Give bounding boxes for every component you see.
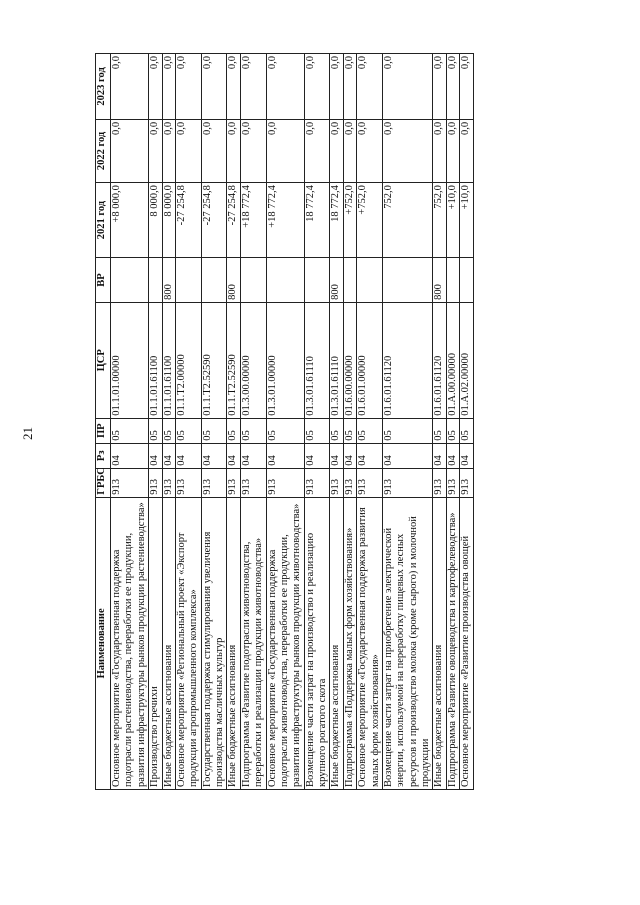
table-body xyxy=(111,54,474,790)
cell-name: Основное мероприятие «Региональный проект «Экспорт продукции агропромышленного комплекса» xyxy=(175,497,201,789)
cell-2022: 0,0 xyxy=(382,119,433,182)
cell-2022: 0,0 xyxy=(201,119,227,182)
cell-2022: 0,0 xyxy=(460,119,473,182)
cell-rz: 04 xyxy=(111,443,149,468)
cell-rz: 04 xyxy=(304,443,330,468)
cell-pr: 05 xyxy=(201,418,227,443)
cell-2023: 0,0 xyxy=(227,54,240,120)
cell-name: Производство гречихи xyxy=(149,497,162,789)
cell-2022: 0,0 xyxy=(304,119,330,182)
table-row xyxy=(382,54,433,790)
cell-csr: 01.1.Т2.52590 xyxy=(201,302,227,418)
cell-name: Иные бюджетные ассигнования xyxy=(162,497,175,789)
cell-rz: 04 xyxy=(382,443,433,468)
cell-pr: 05 xyxy=(330,418,343,443)
cell-csr: 01.3.01.00000 xyxy=(266,302,304,418)
header-2022: 2022 год xyxy=(96,119,111,182)
cell-2021: -27 254,8 xyxy=(227,183,240,258)
cell-rz: 04 xyxy=(162,443,175,468)
header-pr: ПР xyxy=(96,418,111,443)
table-row xyxy=(240,54,266,790)
cell-rz: 04 xyxy=(149,443,162,468)
header-rz: Рз xyxy=(96,443,111,468)
cell-2023: 0,0 xyxy=(162,54,175,120)
cell-2022: 0,0 xyxy=(175,119,201,182)
cell-name: Возмещение части затрат на приобретение электрической энергии, используемой на переработку пищевых лесных ресурсов и производство молока (кроме сырого) и молочной продукции xyxy=(382,497,433,789)
cell-grbs: 913 xyxy=(227,468,240,497)
cell-2023: 0,0 xyxy=(111,54,149,120)
cell-2023: 0,0 xyxy=(382,54,433,120)
cell-2022: 0,0 xyxy=(343,119,356,182)
cell-grbs: 913 xyxy=(304,468,330,497)
header-name: Наименование xyxy=(96,497,111,789)
budget-table xyxy=(95,53,474,790)
cell-2023: 0,0 xyxy=(446,54,459,120)
table-row xyxy=(330,54,343,790)
cell-vr xyxy=(149,258,162,303)
cell-name: Подпрограмма «Развитие овощеводства и картофелеводства» xyxy=(446,497,459,789)
header-2023: 2023 год xyxy=(96,54,111,120)
cell-vr xyxy=(175,258,201,303)
cell-grbs: 913 xyxy=(162,468,175,497)
cell-pr: 05 xyxy=(175,418,201,443)
cell-csr: 01.6.01.00000 xyxy=(357,302,383,418)
cell-grbs: 913 xyxy=(201,468,227,497)
cell-2021: +18 772,4 xyxy=(240,183,266,258)
cell-2022: 0,0 xyxy=(357,119,383,182)
cell-2023: 0,0 xyxy=(343,54,356,120)
cell-csr: 01.6.01.61120 xyxy=(382,302,433,418)
cell-vr xyxy=(343,258,356,303)
cell-rz: 04 xyxy=(357,443,383,468)
cell-vr xyxy=(304,258,330,303)
cell-name: Основное мероприятие «Государственная поддержка подотрасли растениеводства, переработки ее продукции, развития инфраструктуры рынков продукции растениеводства» xyxy=(111,497,149,789)
cell-csr: 01.А.02.00000 xyxy=(460,302,473,418)
cell-rz: 04 xyxy=(460,443,473,468)
cell-2021: 18 772,4 xyxy=(330,183,343,258)
header-vr: ВР xyxy=(96,258,111,303)
cell-2021: 18 772,4 xyxy=(304,183,330,258)
cell-vr xyxy=(111,258,149,303)
cell-2022: 0,0 xyxy=(227,119,240,182)
cell-2023: 0,0 xyxy=(266,54,304,120)
cell-name: Основное мероприятие «Государственная поддержка развития малых форм хозяйствования» xyxy=(357,497,383,789)
cell-2022: 0,0 xyxy=(266,119,304,182)
cell-csr: 01.3.00.00000 xyxy=(240,302,266,418)
page-number: 21 xyxy=(20,427,35,440)
table-row xyxy=(227,54,240,790)
table-row xyxy=(201,54,227,790)
cell-grbs: 913 xyxy=(111,468,149,497)
cell-csr: 01.1.01.00000 xyxy=(111,302,149,418)
cell-2021: +8 000,0 xyxy=(111,183,149,258)
cell-csr: 01.1.01.61100 xyxy=(162,302,175,418)
cell-grbs: 913 xyxy=(266,468,304,497)
cell-rz: 04 xyxy=(330,443,343,468)
cell-grbs: 913 xyxy=(343,468,356,497)
cell-name: Государственная поддержка стимулирования увеличения производства масличных культур xyxy=(201,497,227,789)
cell-pr: 05 xyxy=(382,418,433,443)
table-row xyxy=(162,54,175,790)
cell-csr: 01.1.Т2.00000 xyxy=(175,302,201,418)
cell-pr: 05 xyxy=(446,418,459,443)
cell-name: Подпрограмма «Поддержка малых форм хозяйствования» xyxy=(343,497,356,789)
cell-vr: 800 xyxy=(433,258,446,303)
budget-table-frame xyxy=(95,53,587,790)
cell-2022: 0,0 xyxy=(240,119,266,182)
cell-2021: +10,0 xyxy=(446,183,459,258)
cell-csr: 01.3.01.61110 xyxy=(304,302,330,418)
cell-rz: 04 xyxy=(266,443,304,468)
table-row xyxy=(343,54,356,790)
cell-name: Возмещение части затрат на производство и реализацию крупного рогатого скота xyxy=(304,497,330,789)
cell-2022: 0,0 xyxy=(433,119,446,182)
cell-pr: 05 xyxy=(227,418,240,443)
cell-2023: 0,0 xyxy=(149,54,162,120)
cell-vr: 800 xyxy=(330,258,343,303)
table-row xyxy=(446,54,459,790)
cell-csr: 01.А.00.00000 xyxy=(446,302,459,418)
cell-2021: +18 772,4 xyxy=(266,183,304,258)
table-row xyxy=(304,54,330,790)
header-csr: ЦСР xyxy=(96,302,111,418)
cell-vr xyxy=(382,258,433,303)
cell-vr xyxy=(357,258,383,303)
cell-2021: 752,0 xyxy=(433,183,446,258)
cell-pr: 05 xyxy=(433,418,446,443)
cell-2023: 0,0 xyxy=(460,54,473,120)
cell-pr: 05 xyxy=(343,418,356,443)
cell-csr: 01.6.01.61120 xyxy=(433,302,446,418)
table-row xyxy=(111,54,149,790)
cell-rz: 04 xyxy=(201,443,227,468)
cell-rz: 04 xyxy=(343,443,356,468)
cell-rz: 04 xyxy=(175,443,201,468)
cell-2021: -27 254,8 xyxy=(201,183,227,258)
cell-rz: 04 xyxy=(446,443,459,468)
table-row xyxy=(433,54,446,790)
cell-2023: 0,0 xyxy=(357,54,383,120)
cell-grbs: 913 xyxy=(149,468,162,497)
cell-vr xyxy=(201,258,227,303)
cell-2023: 0,0 xyxy=(330,54,343,120)
cell-csr: 01.3.01.61110 xyxy=(330,302,343,418)
table-header-row xyxy=(96,54,111,790)
cell-pr: 05 xyxy=(240,418,266,443)
cell-pr: 05 xyxy=(162,418,175,443)
cell-pr: 05 xyxy=(111,418,149,443)
cell-pr: 05 xyxy=(357,418,383,443)
cell-name: Основное мероприятие «Государственная поддержка подотрасли животноводства, переработки ее продукции, развития инфраструктуры рынков продукции животноводства» xyxy=(266,497,304,789)
cell-2021: 8 000,0 xyxy=(162,183,175,258)
cell-grbs: 913 xyxy=(175,468,201,497)
cell-grbs: 913 xyxy=(357,468,383,497)
cell-2021: -27 254,8 xyxy=(175,183,201,258)
cell-rz: 04 xyxy=(240,443,266,468)
cell-csr: 01.6.00.00000 xyxy=(343,302,356,418)
cell-2022: 0,0 xyxy=(111,119,149,182)
cell-grbs: 913 xyxy=(240,468,266,497)
cell-rz: 04 xyxy=(227,443,240,468)
cell-pr: 05 xyxy=(266,418,304,443)
cell-vr: 800 xyxy=(162,258,175,303)
cell-name: Иные бюджетные ассигнования xyxy=(227,497,240,789)
cell-vr xyxy=(240,258,266,303)
cell-2022: 0,0 xyxy=(149,119,162,182)
cell-vr xyxy=(460,258,473,303)
cell-grbs: 913 xyxy=(330,468,343,497)
cell-2023: 0,0 xyxy=(240,54,266,120)
cell-grbs: 913 xyxy=(433,468,446,497)
cell-2021: 752,0 xyxy=(382,183,433,258)
table-row xyxy=(149,54,162,790)
table-row xyxy=(357,54,383,790)
cell-csr: 01.1.Т2.52590 xyxy=(227,302,240,418)
cell-vr xyxy=(266,258,304,303)
header-grbs: ГРБС xyxy=(96,468,111,497)
cell-2023: 0,0 xyxy=(175,54,201,120)
cell-2022: 0,0 xyxy=(162,119,175,182)
cell-grbs: 913 xyxy=(446,468,459,497)
cell-2023: 0,0 xyxy=(201,54,227,120)
cell-2023: 0,0 xyxy=(304,54,330,120)
table-row xyxy=(175,54,201,790)
cell-2021: +752,0 xyxy=(343,183,356,258)
table-row xyxy=(266,54,304,790)
cell-csr: 01.1.01.61100 xyxy=(149,302,162,418)
cell-name: Подпрограмма «Развитие подотрасли животноводства, переработки и реализации продукции животноводства» xyxy=(240,497,266,789)
cell-rz: 04 xyxy=(433,443,446,468)
header-2021: 2021 год xyxy=(96,183,111,258)
table-row xyxy=(460,54,473,790)
cell-grbs: 913 xyxy=(460,468,473,497)
cell-pr: 05 xyxy=(149,418,162,443)
cell-pr: 05 xyxy=(304,418,330,443)
cell-pr: 05 xyxy=(460,418,473,443)
cell-2022: 0,0 xyxy=(330,119,343,182)
cell-vr: 800 xyxy=(227,258,240,303)
cell-2021: +752,0 xyxy=(357,183,383,258)
cell-name: Иные бюджетные ассигнования xyxy=(433,497,446,789)
cell-name: Основное мероприятие «Развитие производства овощей xyxy=(460,497,473,789)
cell-2021: 8 000,0 xyxy=(149,183,162,258)
cell-2023: 0,0 xyxy=(433,54,446,120)
cell-2021: +10,0 xyxy=(460,183,473,258)
cell-vr xyxy=(446,258,459,303)
cell-grbs: 913 xyxy=(382,468,433,497)
cell-name: Иные бюджетные ассигнования xyxy=(330,497,343,789)
cell-2022: 0,0 xyxy=(446,119,459,182)
